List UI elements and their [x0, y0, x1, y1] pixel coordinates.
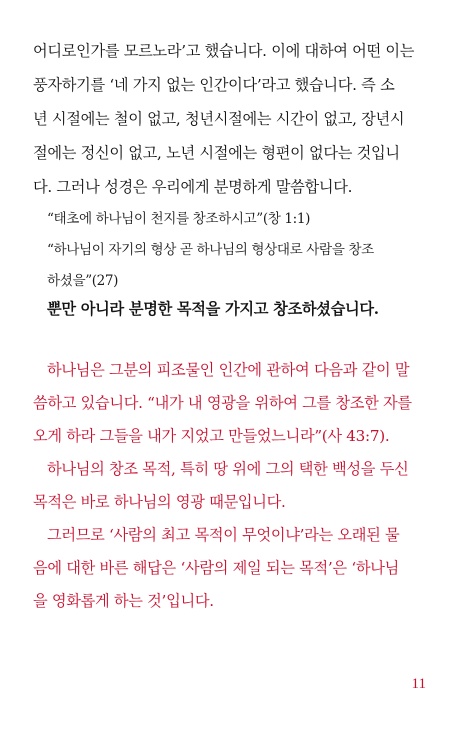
red-para-1-line-1: 하나님은 그분의 피조물인 인간에 관하여 다음과 같이 말 — [47, 361, 410, 379]
red-para-1-line-2: 씀하고 있습니다. “내가 내 영광을 위하여 그를 창조한 자를 — [33, 394, 412, 412]
scripture-quote-2-cont: 하셨을”(27) — [47, 273, 119, 289]
scripture-quote-2: “하나님이 자기의 형상 곧 하나님의 형상대로 사람을 창조 — [47, 242, 374, 258]
body-line-2: 풍자하기를 ‘네 가지 없는 인간이다’라고 했습니다. 즉 소 — [33, 76, 395, 94]
scripture-quote-1: “태초에 하나님이 천지를 창조하시고”(창 1:1) — [47, 211, 310, 227]
red-para-2-line-1: 하나님의 창조 목적, 특히 땅 위에 그의 택한 백성을 두신 — [47, 460, 409, 478]
red-para-3-line-2: 음에 대한 바른 해답은 ‘사람의 제일 되는 목적’은 ‘하나님 — [33, 559, 399, 577]
red-para-3-line-1: 그러므로 ‘사람의 최고 목적이 무엇이냐’라는 오래된 물 — [47, 526, 400, 544]
body-line-4: 절에는 정신이 없고, 노년 시절에는 형편이 없다는 것입니 — [33, 144, 400, 162]
red-para-1-line-3: 오게 하라 그들을 내가 지었고 만들었느니라”(사 43:7). — [33, 427, 390, 445]
body-line-1: 어디로인가를 모르노라’고 했습니다. 이에 대하여 어떤 이는 — [33, 42, 415, 60]
page-number: 11 — [411, 676, 426, 692]
body-line-5: 다. 그러나 성경은 우리에게 분명하게 말씀합니다. — [33, 178, 353, 196]
bold-statement: 뿐만 아니라 분명한 목적을 가지고 창조하셨습니다. — [47, 300, 379, 318]
red-para-2-line-2: 목적은 바로 하나님의 영광 때문입니다. — [33, 493, 286, 511]
red-para-3-line-3: 을 영화롭게 하는 것’입니다. — [33, 592, 214, 610]
body-line-3: 년 시절에는 철이 없고, 청년시절에는 시간이 없고, 장년시 — [33, 110, 405, 128]
